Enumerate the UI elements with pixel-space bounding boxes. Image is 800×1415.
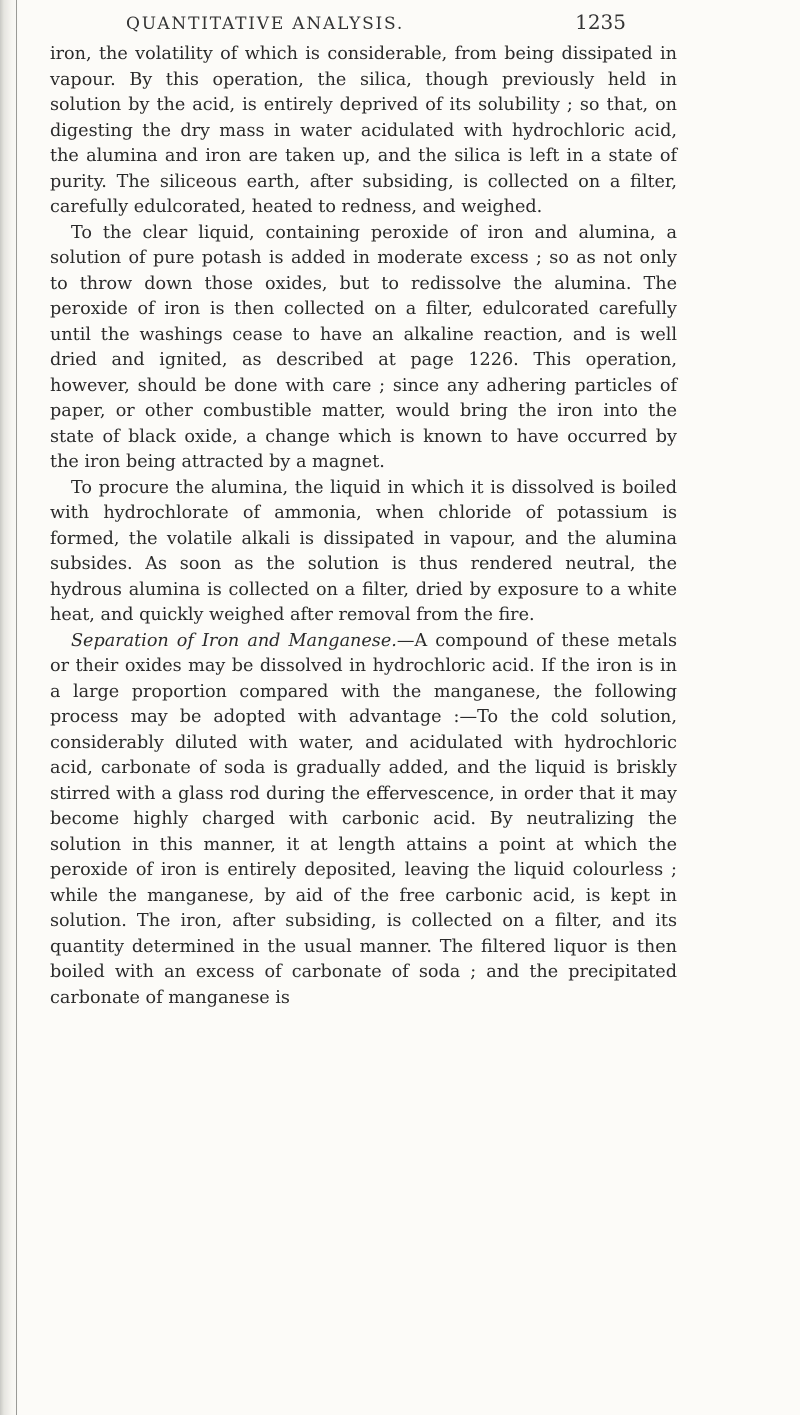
running-head: QUANTITATIVE ANALYSIS.	[126, 14, 405, 34]
binding-gutter	[0, 0, 20, 1415]
paragraph: iron, the volatility of which is considerable, from being dissipated in vapour. By this operation, the silica, though previously held in solution by the acid, is entirely deprived of its solubility ; so that, on digesting the dry mass in water acidulated with hydrochloric acid, the alumina and iron are taken up, and the silica is left in a state of purity. The siliceous earth, after subsiding, is collected on a filter, carefully edulcorated, heated to redness, and weighed.	[50, 44, 677, 217]
section-heading: Separation of Iron and Manganese.	[71, 630, 397, 651]
section-text: —A compound of these metals or their oxides may be dissolved in hydrochloric acid. If the iron is in a large proportion compared with the manganese, the following process may be adopted with advantage :—To the cold solution, considerably diluted with water, and acidulated with hydrochloric acid, carbonate of soda is gradually added, and the liquid is briskly stirred with a glass rod during the effervescence, in order that it may become highly charged with carbonic acid. By neutralizing the solution in this manner, it at length attains a point at which the peroxide of iron is entirely deposited, leaving the liquid colourless ; while the manganese, by aid of the free carbonic acid, is kept in solution. The iron, after subsiding, is collected on a filter, and its quantity determined in the usual manner. The filtered liquor is then boiled with an excess of carbonate of soda ; and the precipitated carbonate of manganese is	[50, 630, 677, 1008]
page-number: 1235	[575, 10, 626, 34]
paragraph: To procure the alumina, the liquid in which it is dissolved is boiled with hydrochlorate of ammonia, when chloride of potassium is formed, the volatile alkali is dissipated in vapour, and the alumina subsides. As soon as the solution is thus rendered neutral, the hydrous alumina is collected on a filter, dried by exposure to a white heat, and quickly weighed after removal from the fire.	[50, 477, 677, 625]
body-text	[50, 42, 677, 1011]
paragraph: To the clear liquid, containing peroxide of iron and alumina, a solution of pure potash is added in moderate excess ; so as not only to throw down those oxides, but to redissolve the alumina. The peroxide of iron is then collected on a filter, edulcorated carefully until the washings cease to have an alkaline reaction, and is well dried and ignited, as described at page 1226. This operation, however, should be done with care ; since any adhering particles of paper, or other combustible matter, would bring the iron into the state of black oxide, a change which is known to have occurred by the iron being attracted by a magnet.	[50, 222, 677, 472]
section-paragraph	[50, 629, 677, 1012]
binding-edge-line	[16, 0, 17, 1415]
